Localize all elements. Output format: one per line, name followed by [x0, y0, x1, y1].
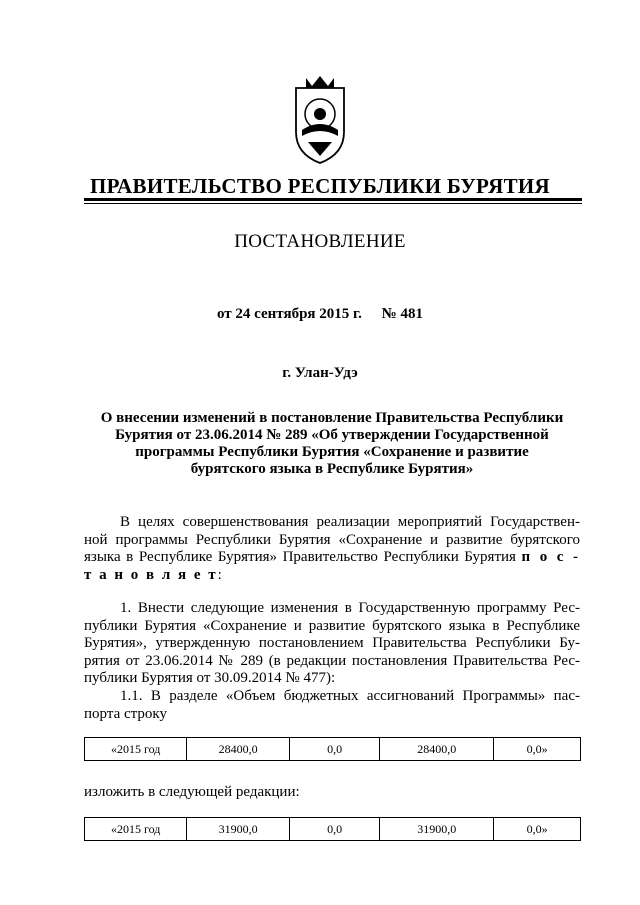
table-cell: 31900,0: [187, 818, 290, 841]
coat-of-arms-icon: [292, 70, 348, 166]
document-type: ПОСТАНОВЛЕНИЕ: [234, 231, 406, 252]
table-cell: 0,0: [289, 818, 379, 841]
organization-title: ПРАВИТЕЛЬСТВО РЕСПУБЛИКИ БУРЯТИЯ: [89, 174, 550, 198]
document-subject: [84, 410, 580, 478]
document-date: от 24 сентября 2015 г.: [216, 306, 362, 322]
preamble-paragraph: [84, 514, 580, 584]
paragraph-line: Бурятия», утвержденную постановлением Правительства Республики Бу-: [84, 635, 580, 652]
paragraph-line: порта строку: [84, 705, 167, 722]
table-row: [85, 818, 581, 841]
table-cell: 0,0»: [494, 818, 581, 841]
table-cell: 0,0»: [494, 738, 581, 761]
date-line: [60, 306, 580, 323]
subject-line: Бурятия от 23.06.2014 № 289 «Об утверждении Государственной: [115, 427, 549, 443]
table-cell: 28400,0: [187, 738, 290, 761]
header-rule-thin: [84, 203, 582, 204]
header-rule-thick: [84, 198, 582, 201]
item11-paragraph: [84, 688, 580, 723]
paragraph-line: 1. Внести следующие изменения в Государственную программу Рес-: [120, 600, 580, 616]
subject-line: бурятского языка в Республике Бурятия»: [190, 461, 474, 477]
paragraph-line: публики Бурятия «Сохранение и развитие бурятского языка в Республике: [84, 617, 580, 634]
table-row: [85, 738, 581, 761]
budget-table-new: [84, 817, 581, 841]
paragraph-text: языка в Республике Бурятия» Правительство Республики Бурятия: [84, 549, 516, 566]
paragraph-line: [84, 549, 580, 567]
paragraph-line: публики Бурятия от 30.09.2014 № 477):: [84, 670, 336, 687]
table-cell: 0,0: [289, 738, 379, 761]
replace-instruction: изложить в следующей редакции:: [84, 784, 300, 800]
table-cell: 28400,0: [380, 738, 494, 761]
paragraph-line: [84, 567, 580, 585]
table-cell: «2015 год: [85, 738, 187, 761]
table-cell: «2015 год: [85, 818, 187, 841]
decree-colon: :: [217, 566, 222, 583]
table-cell: 31900,0: [380, 818, 494, 841]
document-number: № 481: [381, 306, 423, 322]
paragraph-line: 1.1. В разделе «Объем бюджетных ассигнований Программы» пас-: [120, 688, 580, 704]
city-line: г. Улан-Удэ: [282, 365, 358, 381]
paragraph-line: ной программы Республики Бурятия «Сохранение и развитие бурятского: [84, 531, 580, 548]
paragraph-line: В целях совершенствования реализации мероприятий Государствен-: [120, 514, 580, 530]
item1-paragraph: [84, 600, 580, 688]
subject-line: О внесении изменений в постановление Правительства Республики: [100, 410, 564, 426]
decree-word-part1: п о с -: [521, 549, 581, 566]
decree-word-part2: т а н о в л я е т: [84, 566, 218, 583]
subject-line: программы Республики Бурятия «Сохранение и развитие: [135, 444, 529, 460]
budget-table-old: [84, 737, 581, 761]
paragraph-line: рятия от 23.06.2014 № 289 (в редакции постановления Правительства Рес-: [84, 652, 580, 669]
